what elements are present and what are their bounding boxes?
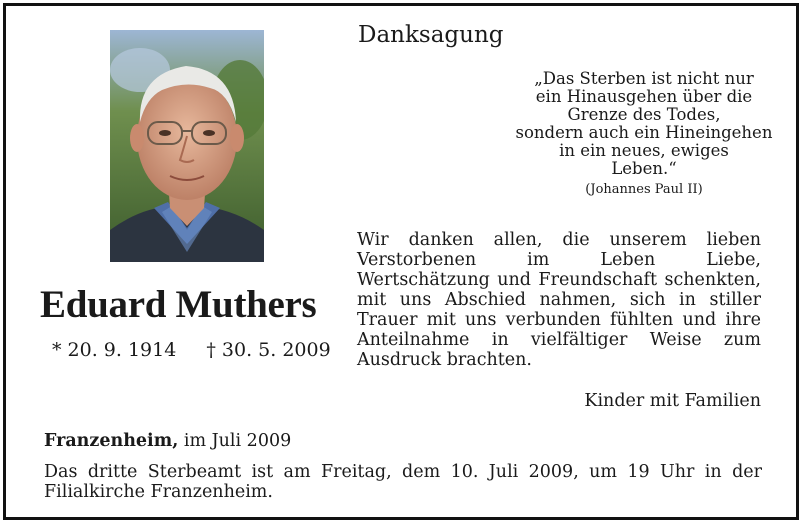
place: Franzenheim,: [44, 431, 179, 451]
life-dates: [52, 339, 355, 361]
quote-line: ein Hinausgehen über die: [535, 87, 753, 106]
portrait-photo: [110, 30, 264, 262]
quote-line: „Das Sterben ist nicht nur: [534, 69, 754, 88]
quote-line: in ein neues, ewiges: [559, 141, 729, 160]
place-date: [44, 431, 291, 451]
quote-line: Grenze des Todes,: [567, 105, 721, 124]
thank-you-message: Wir danken allen, die unserem lieben Verstorbenen im Leben Liebe, Wertschätzung und Freundschaft schenkten, mit uns Abschied nahmen, sich in stiller Trauer mit uns verbunden fühlten und ihre Anteilnahme in vielfältiger Weise zum Ausdruck brachten.: [357, 230, 761, 370]
birth-date: * 20. 9. 1914: [52, 339, 177, 361]
quote-source: (Johannes Paul II): [585, 182, 703, 197]
date: im Juli 2009: [183, 431, 292, 451]
signature: Kinder mit Familien: [584, 391, 761, 411]
quote: [494, 70, 794, 178]
death-date: † 30. 5. 2009: [206, 339, 331, 361]
quote-line: sondern auch ein Hineingehen: [515, 123, 773, 142]
deceased-name: Eduard Muthers: [40, 283, 317, 326]
service-note: Das dritte Sterbeamt ist am Freitag, dem 10. Juli 2009, um 19 Uhr in der Filialkirche Franzenheim.: [44, 462, 762, 502]
notice-title: Danksagung: [358, 22, 504, 48]
quote-line: Leben.“: [611, 159, 677, 178]
obituary-notice: [3, 3, 799, 520]
